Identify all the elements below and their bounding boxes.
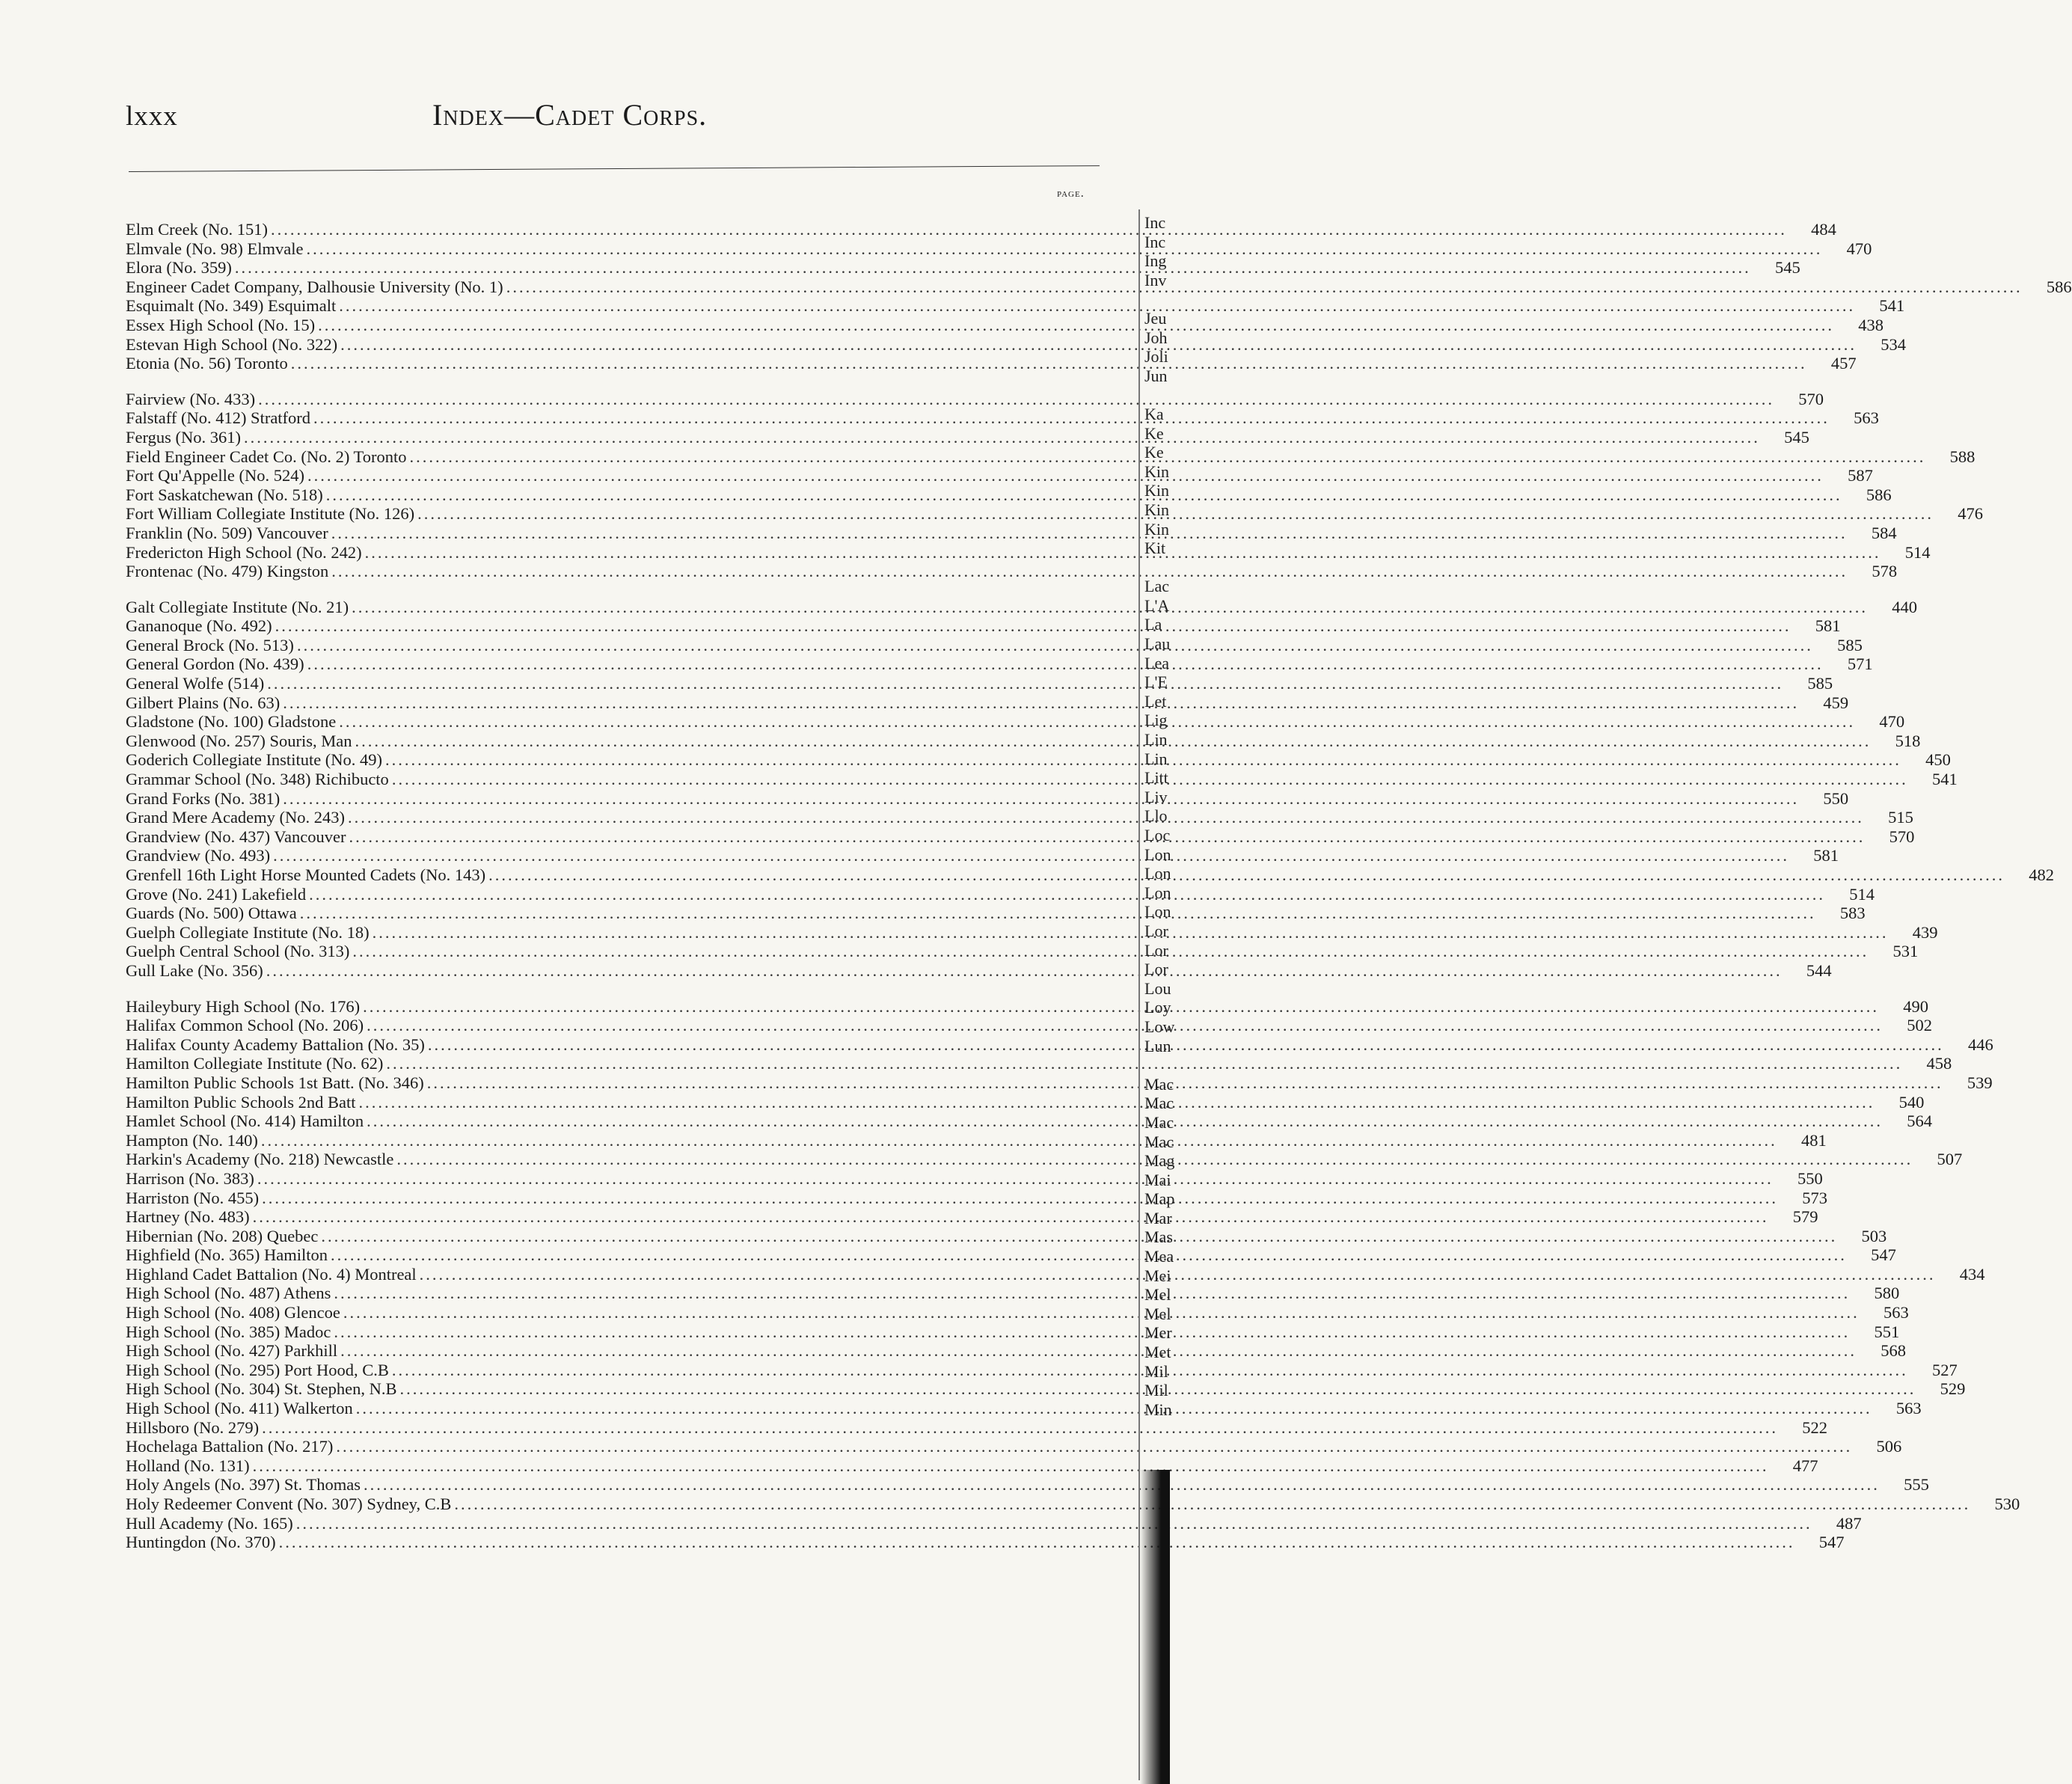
entry-name: Fort Qu'Appelle (No. 524) [126,466,305,485]
facing-page-fragment: Lon [1144,864,1171,883]
dot-leader [309,885,1825,904]
entry-page-number: 457 [1830,354,1857,373]
dot-leader [321,1227,1837,1246]
facing-page-fragment: Lor [1144,960,1168,979]
entry-name: Fairview (No. 433) [126,389,256,408]
dot-leader [355,732,1871,751]
entry-page-number: 550 [1823,788,1849,808]
dot-leader [283,789,1799,809]
entry-page-number: 585 [1807,674,1833,693]
facing-page-fragment: Min [1144,1400,1172,1419]
facing-page-fragment: Kin [1144,500,1169,519]
entry-name: Grandview (No. 437) Vancouver [126,827,346,846]
facing-page-fragment: Litt [1144,768,1168,788]
entry-page-number: 581 [1813,846,1839,865]
entry-page-number: 450 [1925,750,1951,770]
facing-page-edge [1128,0,1175,1784]
dot-leader [291,354,1807,373]
entry-page-number: 568 [1881,1341,1906,1361]
entry-page-number: 588 [1949,447,1976,466]
entry-name: High School (No. 408) Glencoe [126,1303,340,1322]
dot-leader [267,674,1783,693]
entry-page-number: 527 [1932,1360,1958,1379]
entry-page-number: 579 [1792,1207,1818,1227]
entry-page-number: 587 [1848,466,1873,485]
entry-name: Glenwood (No. 257) Souris, Man [126,731,352,750]
page-number: lxxx [126,101,178,132]
dot-leader [257,1169,1774,1189]
entry-name: Fort Saskatchewan (No. 518) [126,485,323,504]
group-spacer [126,581,1053,598]
entry-page-number: 586 [2046,277,2072,296]
facing-page-fragment: Jeu [1144,308,1167,328]
index-entry [126,1417,1827,1438]
entry-page-number: 550 [1797,1168,1823,1188]
entry-page-number: 586 [1866,485,1892,504]
dot-leader [334,1284,1850,1303]
facing-page-fragment: Mag [1144,1151,1175,1171]
entry-page-number: 446 [1968,1034,1993,1054]
entry-page-number: 551 [1874,1322,1900,1341]
index-entry [126,1475,1929,1495]
dot-leader [488,865,2005,885]
entry-name: Hochelaga Battalion (No. 217) [126,1437,334,1456]
facing-page-fragment: Mac [1144,1074,1174,1094]
page-column-header [1057,187,1085,200]
facing-page-fragment: Inc [1144,213,1166,232]
entry-name: Guelph Central School (No. 313) [126,942,350,961]
entry-name: Estevan High School (No. 322) [126,334,338,354]
entry-page-number: 434 [1959,1264,1985,1284]
dot-leader [297,636,1813,655]
entry-name: Harkin's Academy (No. 218) Newcastle [126,1150,394,1169]
entry-name: Franklin (No. 509) Vancouver [126,523,328,542]
facing-page-fragment: Kin [1144,519,1169,539]
facing-page-fragment: Mac [1144,1094,1174,1113]
index-entry [126,1495,2020,1514]
facing-page-fragment: Jun [1144,366,1168,385]
entry-name: General Brock (No. 513) [126,635,294,655]
entry-page-number: 477 [1792,1456,1818,1475]
entry-name: Guards (No. 500) Ottawa [126,904,297,923]
dot-leader [271,220,1787,239]
entry-name: Grove (No. 241) Lakefield [126,884,307,904]
entry-name: Hamlet School (No. 414) Hamilton [126,1112,364,1131]
facing-page-fragment: Lon [1144,902,1171,922]
page-title [432,97,707,132]
entry-page-number: 507 [1937,1150,1963,1169]
facing-page-fragment: Joh [1144,328,1168,347]
entry-name: High School (No. 295) Port Hood, C.B [126,1360,389,1379]
dot-leader [356,1399,1872,1418]
entry-page-number: 583 [1839,904,1866,923]
dot-leader [253,1456,1769,1476]
entry-page-number: 581 [1815,616,1841,636]
entry-name: Grandview (No. 493) [126,846,271,865]
facing-page-fragment: Mer [1144,1323,1172,1343]
dot-leader [367,1112,1883,1131]
dot-leader [244,428,1760,447]
title-part: ndex [443,98,505,132]
dot-leader [307,466,1824,485]
entry-page-number: 470 [1846,239,1872,258]
facing-page-fragment: Lig [1144,711,1168,730]
facing-page-fragment: Loc [1144,826,1171,845]
title-part: . [699,98,708,132]
entry-name: Engineer Cadet Company, Dalhousie University (No. 1) [126,277,503,296]
entry-name: Etonia (No. 56) Toronto [126,354,288,373]
index-entry [126,562,1898,581]
entry-name: High School (No. 487) Athens [126,1284,331,1303]
entry-page-number: 584 [1871,523,1897,542]
facing-page-fragment: Llo [1144,806,1168,826]
entry-name: High School (No. 411) Walkerton [126,1399,353,1418]
facing-page-fragment [1144,289,1174,309]
binding-shadow [1140,1470,1170,1784]
entry-page-number: 539 [1967,1073,1993,1092]
facing-page-fragment [1144,558,1174,577]
entry-page-number: 570 [1889,827,1915,846]
dot-leader [258,390,1774,409]
entry-name: High School (No. 385) Madoc [126,1322,331,1341]
entry-page-number: 580 [1874,1284,1900,1303]
index-entry [126,1513,1862,1533]
facing-page-fragment: Ke [1144,423,1164,443]
entry-name: Falstaff (No. 412) Stratford [126,408,311,428]
dot-leader [279,1533,1795,1552]
facing-page-fragment: Liv [1144,787,1168,806]
dot-leader [336,1437,1852,1456]
dot-leader [235,258,1751,278]
entry-name: Grand Mere Academy (No. 243) [126,808,346,827]
entry-page-number: 439 [1912,922,1938,942]
facing-page-fragment: Loy [1144,998,1171,1017]
entry-name: General Gordon (No. 439) [126,655,304,674]
entry-name: Guelph Collegiate Institute (No. 18) [126,922,370,942]
entry-page-number: 484 [1811,220,1836,239]
dot-leader [359,1093,1875,1112]
facing-page-fragment: Kit [1144,539,1166,558]
entry-page-number: 541 [1879,296,1905,316]
title-part: adet [555,98,615,132]
facing-page-fragment: Mel [1144,1304,1171,1323]
dot-leader [454,1495,1970,1514]
group-spacer [126,981,1053,997]
entry-name: Highfield (No. 365) Hamilton [126,1245,328,1265]
entry-page-number: 563 [1883,1303,1909,1322]
entry-name: Field Engineer Cadet Co. (No. 2) Toronto [126,447,407,466]
facing-page-fragment: Kin [1144,481,1169,500]
facing-page-fragment: Lor [1144,940,1168,960]
entry-page-number: 459 [1823,693,1849,712]
entry-page-number: 481 [1800,1130,1827,1150]
facing-page-fragment: Kin [1144,462,1169,481]
entry-name: Essex High School (No. 15) [126,315,316,334]
entry-name: Holland (No. 131) [126,1456,250,1475]
entry-page-number: 476 [1958,504,1984,524]
dot-leader [331,562,1848,581]
entry-name: Highland Cadet Battalion (No. 4) Montreal [126,1264,417,1284]
entry-page-number: 563 [1854,408,1879,428]
facing-page-fragment: L'A [1144,595,1170,615]
header-rule [129,165,1100,172]
facing-page-fragment: Lou [1144,978,1171,998]
facing-page-fragment: Inc [1144,232,1166,251]
entry-name: Esquimalt (No. 349) Esquimalt [126,296,337,316]
dot-leader [365,543,1881,563]
dot-leader [348,808,1864,827]
dot-leader [331,1245,1847,1265]
dot-leader [349,827,1866,847]
entry-page-number: 571 [1847,655,1873,674]
entry-page-number: 544 [1806,960,1832,980]
entry-page-number: 545 [1784,427,1809,447]
entry-page-number: 547 [1818,1533,1845,1552]
entry-page-number: 514 [1904,542,1931,562]
entry-name: Elm Creek (No. 151) [126,220,268,239]
entry-page-number: 438 [1858,315,1884,334]
entry-page-number: 503 [1861,1226,1887,1245]
dot-leader [313,408,1830,428]
index-entry [126,296,1905,316]
dot-leader [253,1207,1769,1227]
facing-page-fragment: Mei [1144,1266,1171,1285]
entry-name: Harriston (No. 455) [126,1188,260,1207]
title-part: —C [504,98,556,132]
entry-name: Holy Redeemer Convent (No. 307) Sydney, C.B [126,1495,452,1513]
entry-page-number: 522 [1802,1417,1827,1437]
dot-leader [275,616,1791,636]
entry-name: Goderich Collegiate Institute (No. 49) [126,750,383,770]
dot-leader [339,296,1855,316]
entry-page-number: 531 [1892,942,1919,961]
dot-leader [318,316,1834,335]
facing-page-fragment: Mil [1144,1381,1168,1400]
facing-page-fragment [1144,385,1174,405]
entry-page-number: 545 [1774,258,1800,278]
entry-name: High School (No. 304) St. Stephen, N.B [126,1379,397,1399]
index-entry [126,389,1824,409]
dot-leader [506,278,2023,297]
dot-leader [262,1418,1778,1438]
dot-leader [417,504,1934,524]
title-part: C [614,98,644,132]
entry-name: Elmvale (No. 98) Elmvale [126,239,304,258]
facing-page-fragment: Mac [1144,1112,1174,1132]
facing-page-fragment: Lor [1144,921,1168,940]
facing-page-fragment: Mas [1144,1227,1173,1247]
entry-page-number: 487 [1836,1513,1862,1533]
entry-page-number: 458 [1926,1054,1952,1073]
entry-name: Huntingdon (No. 370) [126,1533,276,1552]
facing-page-fragment: La [1144,615,1162,634]
entry-name: Gull Lake (No. 356) [126,960,263,980]
facing-page-fragment: Inv [1144,270,1167,289]
entry-page-number: 529 [1940,1379,1966,1399]
dot-leader [363,997,1879,1017]
index-entry [126,1054,1952,1073]
entry-name: Galt Collegiate Institute (No. 21) [126,597,349,616]
dot-leader [343,1303,1860,1322]
dot-leader [364,1475,1880,1495]
facing-page-fragment: Mea [1144,1247,1174,1266]
page-column-label: page. [1057,187,1085,200]
entry-name: Fredericton High School (No. 242) [126,542,362,562]
dot-leader [300,904,1816,923]
entry-name: Hamilton Public Schools 2nd Batt [126,1092,356,1112]
entry-name: Holy Angels (No. 397) St. Thomas [126,1475,361,1495]
facing-page-fragment: L'E [1144,672,1168,692]
dot-leader [326,485,1842,505]
facing-page-fragment: Lac [1144,577,1169,596]
entry-name: Gladstone (No. 100) Gladstone [126,712,337,732]
facing-page-fragment: Mar [1144,1208,1172,1227]
entry-name: Hartney (No. 483) [126,1207,250,1227]
index-entry [126,1456,1818,1476]
facing-page-fragment: Lin [1144,730,1168,750]
dot-leader [367,1016,1883,1035]
entry-page-number: 540 [1898,1092,1925,1112]
facing-page-fragment: Map [1144,1189,1175,1209]
dot-leader [340,335,1857,355]
entry-page-number: 578 [1872,562,1898,581]
dot-leader [262,1189,1778,1208]
facing-page-fragment: Mil [1144,1361,1168,1381]
facing-page-fragment: Mel [1144,1285,1171,1305]
dot-leader [352,595,1868,617]
entry-name: Hamilton Collegiate Institute (No. 62) [126,1054,384,1073]
entry-page-number: 555 [1904,1475,1929,1495]
entry-page-number: 502 [1907,1016,1932,1035]
dot-leader [428,1035,1944,1055]
dot-leader [340,1341,1857,1361]
dot-leader [331,524,1848,543]
facing-page-fragment: Lin [1144,749,1168,768]
entry-name: Grammar School (No. 348) Richibucto [126,770,389,789]
dot-leader [306,239,1822,259]
entry-name: Hamilton Public Schools 1st Batt. (No. 346) [126,1073,424,1092]
entry-page-number: 564 [1907,1112,1932,1131]
entry-name: Gananoque (No. 492) [126,616,272,636]
dot-leader [352,942,1869,961]
facing-page-fragment: Mai [1144,1170,1171,1189]
entry-name: General Wolfe (514) [126,674,265,693]
entry-page-number: 515 [1888,808,1913,827]
entry-name: Grenfell 16th Light Horse Mounted Cadets (No. 143) [126,865,486,884]
index-entry [126,1437,1902,1456]
facing-page-fragment: Mac [1144,1132,1174,1151]
entry-name: Halifax County Academy Battalion (No. 35) [126,1034,425,1054]
dot-leader [420,1265,1936,1284]
facing-page-fragment: Joli [1144,347,1168,367]
facing-page-fragment: Ing [1144,251,1167,271]
dot-leader [273,846,1789,865]
entry-name: Hibernian (No. 208) Quebec [126,1226,319,1245]
facing-page-fragments [1144,213,1174,1419]
entry-page-number: 573 [1802,1188,1827,1207]
entry-name: Frontenac (No. 479) Kingston [126,562,329,581]
entry-page-number: 547 [1871,1245,1896,1265]
entry-name: Elora (No. 359) [126,258,232,278]
entry-page-number: 585 [1837,635,1863,655]
dot-leader [307,655,1824,674]
entry-page-number: 541 [1931,770,1958,789]
entry-name: Hull Academy (No. 165) [126,1513,293,1533]
entry-name: Grand Forks (No. 381) [126,788,281,808]
index-entry [126,1533,1845,1552]
entry-name: Harrison (No. 383) [126,1168,254,1188]
entry-page-number: 514 [1849,884,1875,904]
facing-page-fragment: Ka [1144,404,1164,423]
facing-page-fragment: Ke [1144,443,1164,462]
facing-page-fragment: Lon [1144,883,1171,902]
entry-name: Fort William Collegiate Institute (No. 126) [126,504,415,524]
entry-page-number: 470 [1879,712,1905,732]
entry-name: Fergus (No. 361) [126,427,241,447]
entry-name: Gilbert Plains (No. 63) [126,693,281,712]
entry-name: Halifax Common School (No. 206) [126,1016,364,1035]
title-part: orps [643,98,699,132]
facing-page-fragment: Met [1144,1343,1171,1362]
dot-leader [334,1322,1850,1342]
facing-page-fragment: Lau [1144,634,1171,654]
entry-page-number: 534 [1881,334,1906,354]
entry-name: High School (No. 427) Parkhill [126,1341,338,1361]
entry-page-number: 490 [1903,996,1928,1016]
dot-leader [283,693,1799,713]
dot-leader [261,1131,1777,1150]
dot-leader [266,961,1783,981]
entry-page-number: 506 [1876,1437,1902,1456]
entry-name: Hampton (No. 140) [126,1130,258,1150]
facing-page-fragment [1144,1055,1174,1075]
facing-page-fragment: Lea [1144,653,1169,672]
dot-leader [427,1073,1943,1093]
entry-page-number: 518 [1895,731,1921,750]
entry-page-number: 563 [1895,1399,1922,1418]
entry-page-number: 440 [1892,597,1917,616]
entry-page-number: 530 [1994,1495,2020,1513]
facing-page-fragment: Lun [1144,1036,1171,1055]
entry-name: Hillsboro (No. 279) [126,1417,260,1437]
group-spacer [126,373,1053,390]
facing-page-fragment: Low [1144,1017,1175,1036]
dot-leader [339,712,1855,732]
facing-page-fragment: Let [1144,691,1167,711]
entry-page-number: 570 [1798,389,1824,408]
entry-name: Haileybury High School (No. 176) [126,996,361,1016]
dot-leader [296,1514,1812,1533]
entry-page-number: 482 [2029,865,2055,884]
facing-page-fragment: Lon [1144,845,1171,864]
title-part: I [432,98,444,132]
